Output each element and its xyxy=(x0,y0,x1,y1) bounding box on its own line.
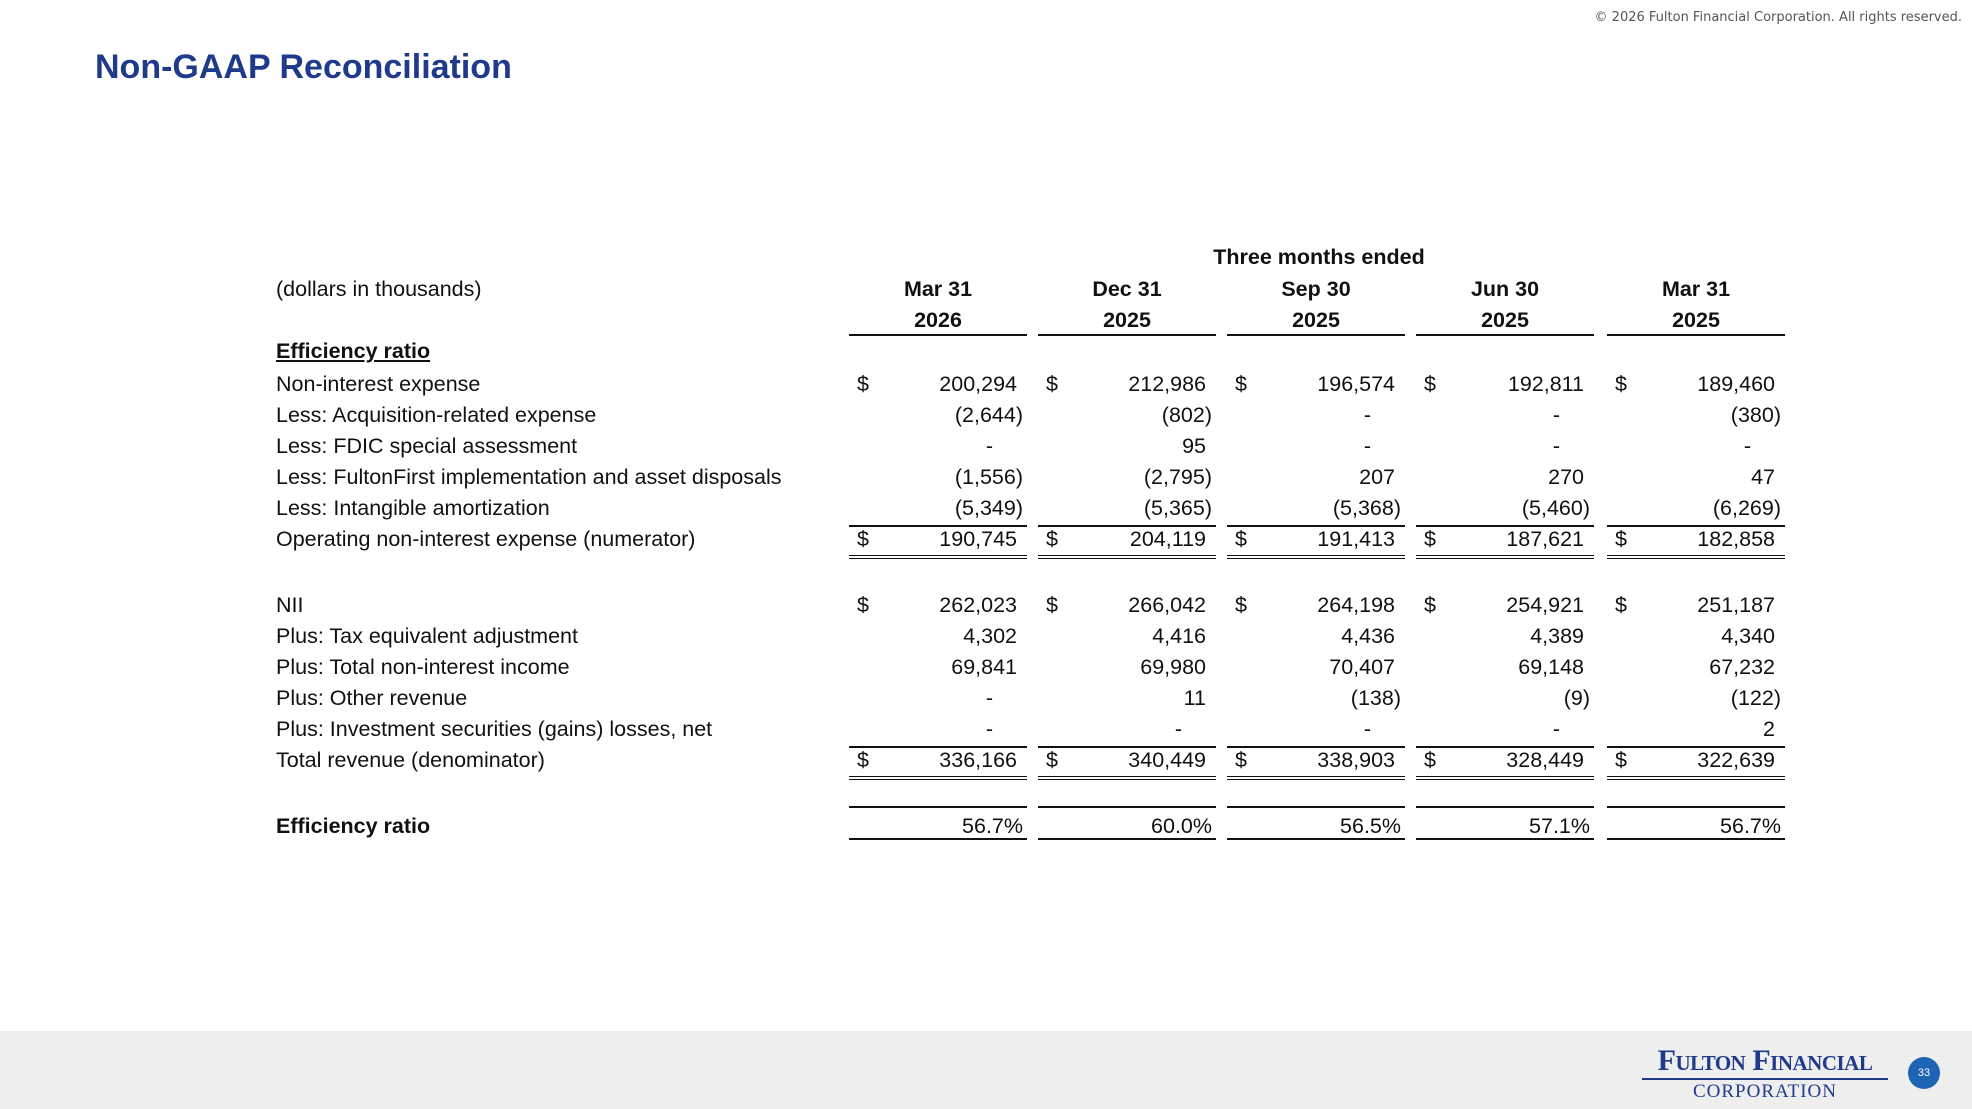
table-cell xyxy=(849,465,1027,495)
header-underline xyxy=(1038,334,1216,336)
units-label: (dollars in thousands) xyxy=(276,277,482,301)
table-cell xyxy=(1038,748,1216,778)
cell-value: - xyxy=(1743,434,1751,458)
cell-value: 204,119 xyxy=(1129,527,1206,551)
table-cell xyxy=(849,624,1027,654)
header-underline xyxy=(1607,334,1785,336)
cell-value: - xyxy=(1174,717,1182,741)
cell-value: 95 xyxy=(1182,434,1206,458)
cell-value: (802) xyxy=(1161,403,1212,427)
cell-value: 336,166 xyxy=(939,748,1017,772)
table-cell xyxy=(849,686,1027,716)
table-cell xyxy=(1416,372,1594,402)
cell-value: 200,294 xyxy=(939,372,1017,396)
table-cell xyxy=(1416,717,1594,747)
table-cell xyxy=(1607,814,1785,844)
dollar-sign: $ xyxy=(1235,593,1247,617)
table-cell xyxy=(1038,434,1216,464)
table-cell xyxy=(1607,434,1785,464)
cell-value: 70,407 xyxy=(1329,655,1395,679)
table-cell xyxy=(1416,814,1594,844)
cell-value: (2,644) xyxy=(954,403,1023,427)
table-cell xyxy=(1607,527,1785,557)
dollar-sign: $ xyxy=(1424,527,1436,551)
cell-value: 2 xyxy=(1763,717,1775,741)
table-cell xyxy=(849,403,1027,433)
row-label: Plus: Other revenue xyxy=(276,686,468,710)
cell-value: 196,574 xyxy=(1317,372,1395,396)
cell-value: 191,413 xyxy=(1317,527,1395,551)
cell-value: (6,269) xyxy=(1712,496,1781,520)
cell-value: 270 xyxy=(1548,465,1584,489)
table-cell xyxy=(1227,372,1405,402)
table-cell xyxy=(1038,686,1216,716)
page-title: Non-GAAP Reconciliation xyxy=(95,48,512,86)
cell-value: 212,986 xyxy=(1128,372,1206,396)
header-underline xyxy=(849,334,1027,336)
table-cell xyxy=(1227,717,1405,747)
ratio-top-rule xyxy=(1038,806,1216,808)
table-cell xyxy=(849,748,1027,778)
cell-value: 56.7% xyxy=(962,814,1023,838)
cell-value: - xyxy=(1552,403,1560,427)
cell-value: (138) xyxy=(1350,686,1401,710)
cell-value: 4,302 xyxy=(963,624,1017,648)
table-cell xyxy=(1607,717,1785,747)
column-header-month: Dec 31 xyxy=(1092,277,1162,301)
column-header-year: 2025 xyxy=(1292,308,1340,332)
cell-value: 338,903 xyxy=(1317,748,1395,772)
cell-value: 4,340 xyxy=(1721,624,1775,648)
row-label: Plus: Investment securities (gains) losses, net xyxy=(276,717,713,741)
column-header-year: 2026 xyxy=(914,308,962,332)
section-title-efficiency-ratio: Efficiency ratio xyxy=(276,339,431,363)
table-cell xyxy=(1416,593,1594,623)
row-label: Less: FDIC special assessment xyxy=(276,434,578,458)
cell-value: - xyxy=(985,434,993,458)
dollar-sign: $ xyxy=(1615,748,1627,772)
cell-value: - xyxy=(1552,434,1560,458)
fulton-financial-logo xyxy=(1640,1044,1890,1104)
cell-value: 4,389 xyxy=(1530,624,1584,648)
dollar-sign: $ xyxy=(857,527,869,551)
dollar-sign: $ xyxy=(1046,748,1058,772)
table-cell xyxy=(1227,527,1405,557)
table-cell xyxy=(1416,686,1594,716)
table-cell xyxy=(1227,686,1405,716)
table-cell xyxy=(1038,465,1216,495)
cell-value: 262,023 xyxy=(939,593,1017,617)
cell-value: 189,460 xyxy=(1697,372,1775,396)
cell-value: 187,621 xyxy=(1506,527,1584,551)
cell-value: (2,795) xyxy=(1143,465,1212,489)
dollar-sign: $ xyxy=(1235,527,1247,551)
cell-value: (122) xyxy=(1730,686,1781,710)
dollar-sign: $ xyxy=(1424,593,1436,617)
table-cell xyxy=(849,655,1027,685)
table-cell xyxy=(1227,655,1405,685)
table-cell xyxy=(1038,624,1216,654)
row-label: Less: FultonFirst implementation and asset disposals xyxy=(276,465,782,489)
row-label: Efficiency ratio xyxy=(276,814,431,838)
cell-value: 340,449 xyxy=(1128,748,1206,772)
cell-value: 182,858 xyxy=(1697,527,1775,551)
cell-value: 207 xyxy=(1359,465,1395,489)
row-label: Plus: Total non-interest income xyxy=(276,655,570,679)
table-cell xyxy=(1607,372,1785,402)
logo-wordmark: Fulton Financial xyxy=(1657,1044,1873,1077)
column-header-month: Sep 30 xyxy=(1281,277,1351,301)
table-cell xyxy=(1607,465,1785,495)
table-cell xyxy=(1038,403,1216,433)
cell-value: (5,349) xyxy=(954,496,1023,520)
cell-value: 69,980 xyxy=(1140,655,1206,679)
cell-value: - xyxy=(1363,717,1371,741)
cell-value: (380) xyxy=(1730,403,1781,427)
cell-value: (1,556) xyxy=(954,465,1023,489)
copyright-notice: © 2026 Fulton Financial Corporation. All rights reserved. xyxy=(1594,10,1962,25)
ratio-top-rule xyxy=(1607,806,1785,808)
table-cell xyxy=(1227,814,1405,844)
row-label: Less: Intangible amortization xyxy=(276,496,550,520)
table-cell xyxy=(849,814,1027,844)
row-label: NII xyxy=(276,593,304,617)
column-header-month: Mar 31 xyxy=(1661,277,1731,301)
row-label: Total revenue (denominator) xyxy=(276,748,545,772)
dollar-sign: $ xyxy=(1424,372,1436,396)
table-cell xyxy=(1607,496,1785,526)
table-cell xyxy=(1227,624,1405,654)
table-cell xyxy=(849,434,1027,464)
cell-value: (5,365) xyxy=(1143,496,1212,520)
dollar-sign: $ xyxy=(1235,748,1247,772)
dollar-sign: $ xyxy=(857,593,869,617)
dollar-sign: $ xyxy=(1615,527,1627,551)
cell-value: 254,921 xyxy=(1506,593,1584,617)
cell-value: 56.7% xyxy=(1720,814,1781,838)
cell-value: 47 xyxy=(1751,465,1775,489)
ratio-top-rule xyxy=(1416,806,1594,808)
table-cell xyxy=(1416,655,1594,685)
table-cell xyxy=(1227,465,1405,495)
row-label: Plus: Tax equivalent adjustment xyxy=(276,624,578,648)
cell-value: 192,811 xyxy=(1507,372,1584,396)
header-underline xyxy=(1416,334,1594,336)
row-label: Operating non-interest expense (numerator) xyxy=(276,527,696,551)
column-header-month: Jun 30 xyxy=(1470,277,1540,301)
cell-value: - xyxy=(985,686,993,710)
table-cell xyxy=(1227,403,1405,433)
dollar-sign: $ xyxy=(1046,372,1058,396)
dollar-sign: $ xyxy=(857,372,869,396)
logo-subtitle: CORPORATION xyxy=(1692,1081,1838,1102)
table-cell xyxy=(1607,686,1785,716)
table-cell xyxy=(849,527,1027,557)
table-cell xyxy=(1038,496,1216,526)
column-header-year: 2025 xyxy=(1481,308,1529,332)
cell-value: 57.1% xyxy=(1529,814,1590,838)
cell-value: (9) xyxy=(1563,686,1590,710)
table-cell xyxy=(1038,814,1216,844)
dollar-sign: $ xyxy=(1615,372,1627,396)
column-header-month: Mar 31 xyxy=(903,277,973,301)
table-cell xyxy=(1416,527,1594,557)
dollar-sign: $ xyxy=(1615,593,1627,617)
table-cell xyxy=(1038,527,1216,557)
cell-value: (5,460) xyxy=(1521,496,1590,520)
table-cell xyxy=(1227,496,1405,526)
cell-value: 4,416 xyxy=(1152,624,1206,648)
cell-value: 264,198 xyxy=(1317,593,1395,617)
column-header-year: 2025 xyxy=(1103,308,1151,332)
table-cell xyxy=(1607,624,1785,654)
cell-value: 69,148 xyxy=(1518,655,1584,679)
dollar-sign: $ xyxy=(1424,748,1436,772)
cell-value: (5,368) xyxy=(1332,496,1401,520)
table-cell xyxy=(1416,434,1594,464)
cell-value: 266,042 xyxy=(1128,593,1206,617)
cell-value: - xyxy=(1363,403,1371,427)
dollar-sign: $ xyxy=(1046,527,1058,551)
table-cell xyxy=(849,717,1027,747)
dollar-sign: $ xyxy=(1235,372,1247,396)
table-cell xyxy=(1227,593,1405,623)
cell-value: - xyxy=(1552,717,1560,741)
table-cell xyxy=(1416,496,1594,526)
dollar-sign: $ xyxy=(1046,593,1058,617)
row-label: Less: Acquisition-related expense xyxy=(276,403,597,427)
header-underline xyxy=(1227,334,1405,336)
table-cell xyxy=(1227,748,1405,778)
table-cell xyxy=(1038,717,1216,747)
table-cell xyxy=(1416,403,1594,433)
table-cell xyxy=(1227,434,1405,464)
table-cell xyxy=(1038,655,1216,685)
table-cell xyxy=(1416,465,1594,495)
cell-value: 4,436 xyxy=(1341,624,1395,648)
ratio-top-rule xyxy=(1227,806,1405,808)
cell-value: 67,232 xyxy=(1709,655,1775,679)
table-cell xyxy=(849,593,1027,623)
cell-value: 322,639 xyxy=(1697,748,1775,772)
table-cell xyxy=(1607,593,1785,623)
table-cell xyxy=(849,496,1027,526)
cell-value: 328,449 xyxy=(1506,748,1584,772)
table-cell xyxy=(1416,624,1594,654)
cell-value: - xyxy=(985,717,993,741)
cell-value: 11 xyxy=(1183,686,1206,710)
table-cell xyxy=(1038,372,1216,402)
ratio-top-rule xyxy=(849,806,1027,808)
table-cell xyxy=(1607,403,1785,433)
table-cell xyxy=(1038,593,1216,623)
cell-value: 69,841 xyxy=(951,655,1017,679)
dollar-sign: $ xyxy=(857,748,869,772)
row-label: Non-interest expense xyxy=(276,372,481,396)
table-cell xyxy=(1607,748,1785,778)
table-cell xyxy=(849,372,1027,402)
page-number-badge: 33 xyxy=(1908,1057,1940,1089)
column-header-year: 2025 xyxy=(1672,308,1720,332)
cell-value: 56.5% xyxy=(1340,814,1401,838)
cell-value: 190,745 xyxy=(939,527,1017,551)
cell-value: - xyxy=(1363,434,1371,458)
cell-value: 251,187 xyxy=(1697,593,1775,617)
table-cell xyxy=(1416,748,1594,778)
cell-value: 60.0% xyxy=(1151,814,1212,838)
table-cell xyxy=(1607,655,1785,685)
three-months-ended-header: Three months ended xyxy=(1213,245,1425,269)
